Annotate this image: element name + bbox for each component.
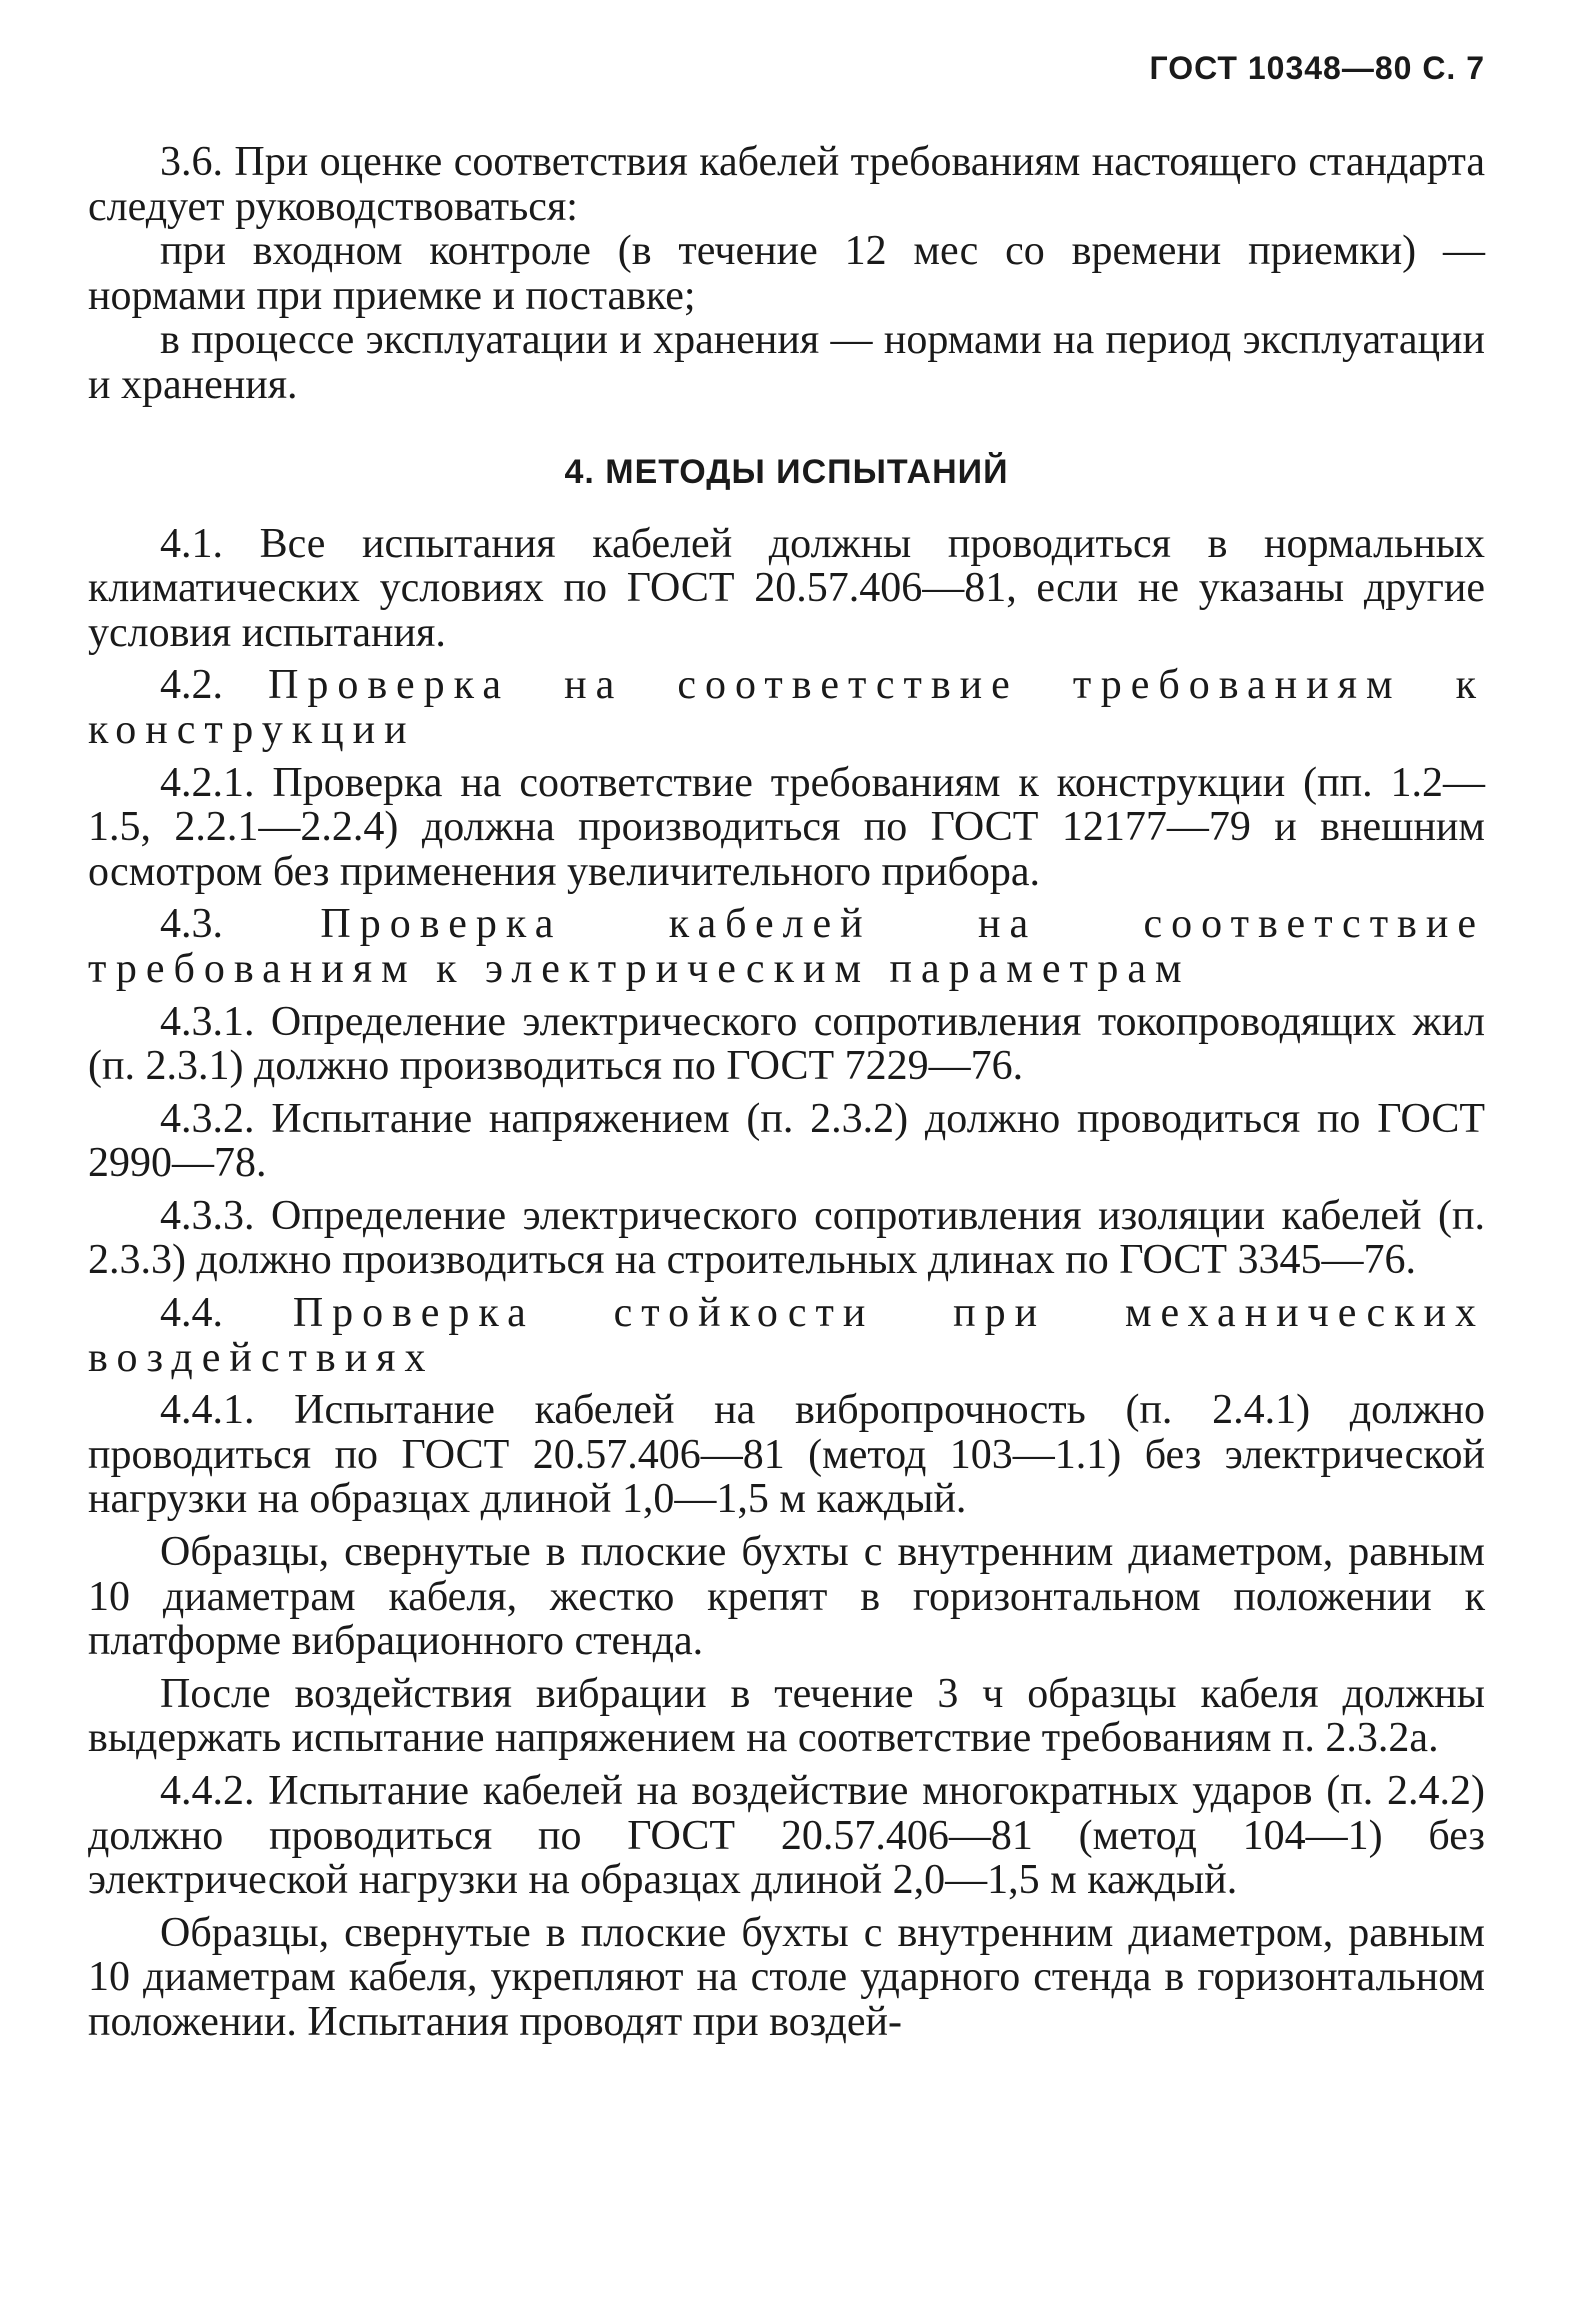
paragraph-4-3-heading: Проверка кабелей на соответствие требованиям к электрическим параметрам: [88, 901, 1486, 992]
paragraph-4-3-3: 4.3.3. Определение электрического сопротивления изоляции кабелей (п. 2.3.3) должно производиться на строительных длинах по ГОСТ 3345—76.: [88, 1192, 1485, 1284]
paragraph-3-6-a: при входном контроле (в течение 12 мес со времени приемки) — нормами при приемке и поставке;: [88, 228, 1485, 319]
paragraph-4-4-1-b: После воздействия вибрации в течение 3 ч образцы кабеля должны выдержать испытание напряжением на соответствие требованиям п. 2.3.2а.: [88, 1670, 1485, 1762]
paragraph-4-3-2: 4.3.2. Испытание напряжением (п. 2.3.2) должно проводиться по ГОСТ 2990—78.: [88, 1095, 1485, 1187]
paragraph-4-2: [88, 663, 1485, 752]
paragraph-4-4-2: 4.4.2. Испытание кабелей на воздействие многократных ударов (п. 2.4.2) должно проводиться по ГОСТ 20.57.406—81 (метод 104—1) без электрической нагрузки на образцах длиной 2,0—1,5 м каждый.: [88, 1768, 1485, 1904]
paragraph-4-4-2-a: Образцы, свернутые в плоские бухты с внутренним диаметром, равным 10 диаметрам кабеля, укрепляют на столе ударного стенда в горизонтальном положении. Испытания проводят при воздей-: [88, 1909, 1485, 2045]
paragraph-4-4-heading: Проверка стойкости при механических воздействиях: [88, 1290, 1485, 1381]
paragraph-4-3-1: 4.3.1. Определение электрического сопротивления токопроводящих жил (п. 2.3.1) должно производиться по ГОСТ 7229—76.: [88, 998, 1485, 1090]
paragraph-4-2-1: 4.2.1. Проверка на соответствие требованиям к конструкции (пп. 1.2—1.5, 2.2.1—2.2.4) должна производиться по ГОСТ 12177—79 и внешним осмотром без применения увеличительного прибора.: [88, 759, 1485, 895]
paragraph-4-1: 4.1. Все испытания кабелей должны проводиться в нормальных климатических условиях по ГОСТ 20.57.406—81, если не указаны другие условия испытания.: [88, 520, 1485, 656]
paragraph-4-4-1-a: Образцы, свернутые в плоские бухты с внутренним диаметром, равным 10 диаметрам кабеля, жестко крепят в горизонтальном положении к платформе вибрационного стенда.: [88, 1529, 1485, 1665]
paragraph-3-6: 3.6. При оценке соответствия кабелей требованиям настоящего стандарта следует руководствоваться:: [88, 139, 1485, 230]
paragraph-4-3: [88, 902, 1485, 991]
paragraph-4-4-1: 4.4.1. Испытание кабелей на вибропрочность (п. 2.4.1) должно проводиться по ГОСТ 20.57.406—81 (метод 103—1.1) без электрической нагрузки на образцах длиной 1,0—1,5 м каждый.: [88, 1387, 1485, 1523]
paragraph-4-3-number: 4.3.: [160, 901, 223, 948]
section-title: 4. МЕТОДЫ ИСПЫТАНИЙ: [564, 452, 1009, 491]
paragraph-4-2-heading: Проверка на соответствие требованиям к конструкции: [88, 662, 1485, 753]
paragraph-4-4-number: 4.4.: [160, 1290, 223, 1337]
paragraph-4-4: [88, 1291, 1485, 1380]
paragraph-3-6-b: в процессе эксплуатации и хранения — нормами на период эксплуатации и хранения.: [88, 317, 1485, 408]
page-header: ГОСТ 10348—80 С. 7: [1149, 50, 1485, 86]
paragraph-4-2-number: 4.2.: [160, 662, 223, 709]
